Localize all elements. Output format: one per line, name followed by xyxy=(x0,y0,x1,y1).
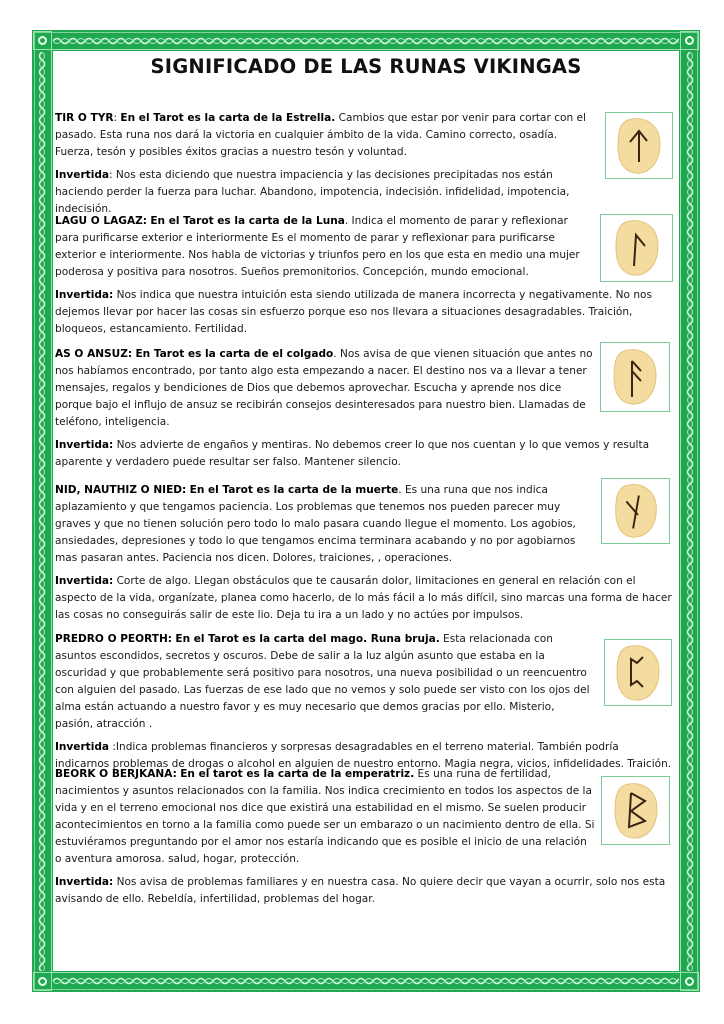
ansuz-rune-icon xyxy=(610,347,660,407)
rune-section-lagu xyxy=(55,213,652,338)
rune-inverted: Invertida: Nos advierte de engaños y mentiras. No debemos creer lo que nos cuentan y lo que vemos y resulta aparente y verdadero puede resultar ser falso. Mantener silencio. xyxy=(55,439,650,468)
naudhiz-rune-icon xyxy=(611,482,661,540)
inverted-label: Invertida: xyxy=(55,575,114,587)
perthro-rune-icon xyxy=(613,643,663,703)
rune-description: PREDRO O PEORTH: En el Tarot es la carta del mago. Runa bruja. Esta relacionada con asuntos escondidos, secretos y oscuros. Debe de salir a la luz algún asunto que estaba en la oscuridad y que probablemente será positivo para nosotros, una nueva posibilidad o un reencuentro con alguien del pasado. Las fuerzas de ese lado que no vemos y solo puede ser visto con los ojos del alma están actuando a nuestro favor y es muy necesario que demos gracias por ello. Misterio, pasión, atracción . xyxy=(55,633,590,730)
rune-image-ansuz xyxy=(600,342,670,412)
rune-tarot-card: En el Tarot es la carta de la Estrella. xyxy=(120,112,336,124)
rune-inverted: Invertida: Nos esta diciendo que nuestra impaciencia y las decisiones precipitadas nos están haciendo perder la fuerza para luchar. Abandono, impotencia, indecisión. infidelidad, impotencia, indecisión. xyxy=(55,169,570,215)
border-corner-bottom-right xyxy=(680,972,699,991)
rune-section-beork xyxy=(55,766,666,908)
rune-image-lagu xyxy=(600,214,673,282)
inverted-label: Invertida: xyxy=(55,439,114,451)
rune-description: BEORK O BERJKANA: En el tarot es la carta de la emperatriz. Es una runa de fertilidad, nacimientos y asuntos relacionados con la familia. Nos indica crecimiento en todos los aspectos de la vida y en el terreno emocional nos dice que existirá una estabilidad en el mismo. Se suelen producir acontecimientos en torno a la familia como puede ser un embarazo o un nacimiento dentro de ella. Si estuviéramos preguntando por el amor nos estaría indicando que es posible el inicio de una relación o aventura amorosa. salud, hogar, protección. xyxy=(55,768,595,865)
rune-tarot-card: En el Tarot es la carta del mago. Runa bruja. xyxy=(175,633,440,645)
rune-inverted: Invertida: Nos avisa de problemas familiares y en nuestra casa. No quiere decir que vayan a ocurrir, solo nos esta avisando de ello. Rebeldía, infertilidad, problemas del hogar. xyxy=(55,876,666,905)
rune-section-nid xyxy=(55,482,672,624)
rune-tarot-card: En el Tarot es la carta de la Luna xyxy=(150,215,345,227)
page-title: SIGNIFICADO DE LAS RUNAS VIKINGAS xyxy=(150,55,582,78)
rune-name: TIR O TYR xyxy=(55,112,114,124)
berkano-rune-icon xyxy=(611,781,661,841)
inverted-label: Invertida xyxy=(55,741,109,753)
inverted-label: Invertida xyxy=(55,169,109,181)
rune-section-tir xyxy=(55,110,595,218)
rune-name: NID, NAUTHIZ O NIED: xyxy=(55,484,187,496)
rune-tarot-card: En Tarot es la carta de el colgado xyxy=(135,348,334,360)
border-chain-top xyxy=(53,36,679,46)
laguz-rune-icon xyxy=(612,218,662,278)
border-corner-top-right xyxy=(680,31,699,50)
border-corner-bottom-left xyxy=(33,972,52,991)
border-chain-left xyxy=(37,52,47,971)
rune-name: PREDRO O PEORTH: xyxy=(55,633,172,645)
rune-section-ansuz xyxy=(55,346,650,471)
rune-image-peorth xyxy=(604,639,672,706)
border-chain-bottom xyxy=(53,976,679,986)
rune-image-beork xyxy=(601,776,670,845)
rune-description: NID, NAUTHIZ O NIED: En el Tarot es la carta de la muerte. Es una runa que nos indica aplazamiento y que tengamos paciencia. Los problemas que tenemos nos pueden parecer muy graves y que no tienen solución pero todo lo malo pasara cuando llegue el momento. Los agobios, ansiedades, depresiones y todo lo que tengamos encima terminara acabando y no por agobiarnos mas pasaran antes. Paciencia nos dicen. Dolores, traiciones, , operaciones. xyxy=(55,484,576,564)
border-chain-right xyxy=(685,52,695,971)
rune-description: TIR O TYR: En el Tarot es la carta de la Estrella. Cambios que estar por venir para cortar con el pasado. Esta runa nos dará la victoria en cualquier ámbito de la vida. Camino correcto, osadía. Fuerza, tesón y posibles éxitos gracias a nuestro tesón y voluntad. xyxy=(55,112,586,158)
border-corner-top-left xyxy=(33,31,52,50)
tiwaz-rune-icon xyxy=(614,116,664,176)
rune-description: AS O ANSUZ: En Tarot es la carta de el colgado. Nos avisa de que vienen situación que antes no nos habíamos encontrado, por tanto algo esta empezando a nacer. El destino nos va a llevar a tener mensajes, regalos y bendiciones de Dios que debemos aprovechar. Escucha y aprende nos dice porque bajo el influjo de ansuz se recibirán consejos desinteresados para nuestro bien. Llamadas de teléfono, inteligencia. xyxy=(55,348,593,428)
rune-image-tir xyxy=(605,112,673,179)
rune-image-nid xyxy=(601,478,670,544)
rune-tarot-card: En el Tarot es la carta de la muerte xyxy=(189,484,399,496)
rune-name: AS O ANSUZ: xyxy=(55,348,133,360)
rune-name: BEORK O BERJKANA: xyxy=(55,768,177,780)
rune-tarot-card: En el tarot es la carta de la emperatriz. xyxy=(180,768,415,780)
rune-inverted: Invertida: Nos indica que nuestra intuición esta siendo utilizada de manera incorrecta y negativamente. No nos dejemos llevar por hacer las cosas sin esfuerzo porque eso nos llevara a situaciones desagradables. Traición, bloqueos, estancamiento. Fertilidad. xyxy=(55,289,652,335)
rune-name: LAGU O LAGAZ: xyxy=(55,215,147,227)
inverted-label: Invertida: xyxy=(55,289,114,301)
inverted-label: Invertida: xyxy=(55,876,114,888)
rune-description: LAGU O LAGAZ: En el Tarot es la carta de la Luna. Indica el momento de parar y reflexionar para purificarse exterior e interiormente Es el momento de parar y reflexionar para purificarse exterior e interiormente. Nos habla de victorias y triunfos pero en los que esta en medio una mujer poderosa y positiva para nosotros. Sueños premonitorios. Concepción, mundo emocional. xyxy=(55,215,580,278)
rune-inverted: Invertida: Corte de algo. Llegan obstáculos que te causarán dolor, limitaciones en general en relación con el aspecto de la vida, organízate, planea como hacerlo, de lo más fácil a lo más difícil, sino marcas una forma de hacer las cosas no conseguirás salir de este lio. Deja tu ira a un lado y no actúes por impulsos. xyxy=(55,575,672,621)
rune-inverted: Invertida :Indica problemas financieros y sorpresas desagradables en el terreno material. También podría indicarnos problemas de drogas o alcohol en alguien de nuestro entorno. Magia negra, vicios, infidelidades. Traición. xyxy=(55,741,672,770)
rune-section-peorth xyxy=(55,631,672,773)
